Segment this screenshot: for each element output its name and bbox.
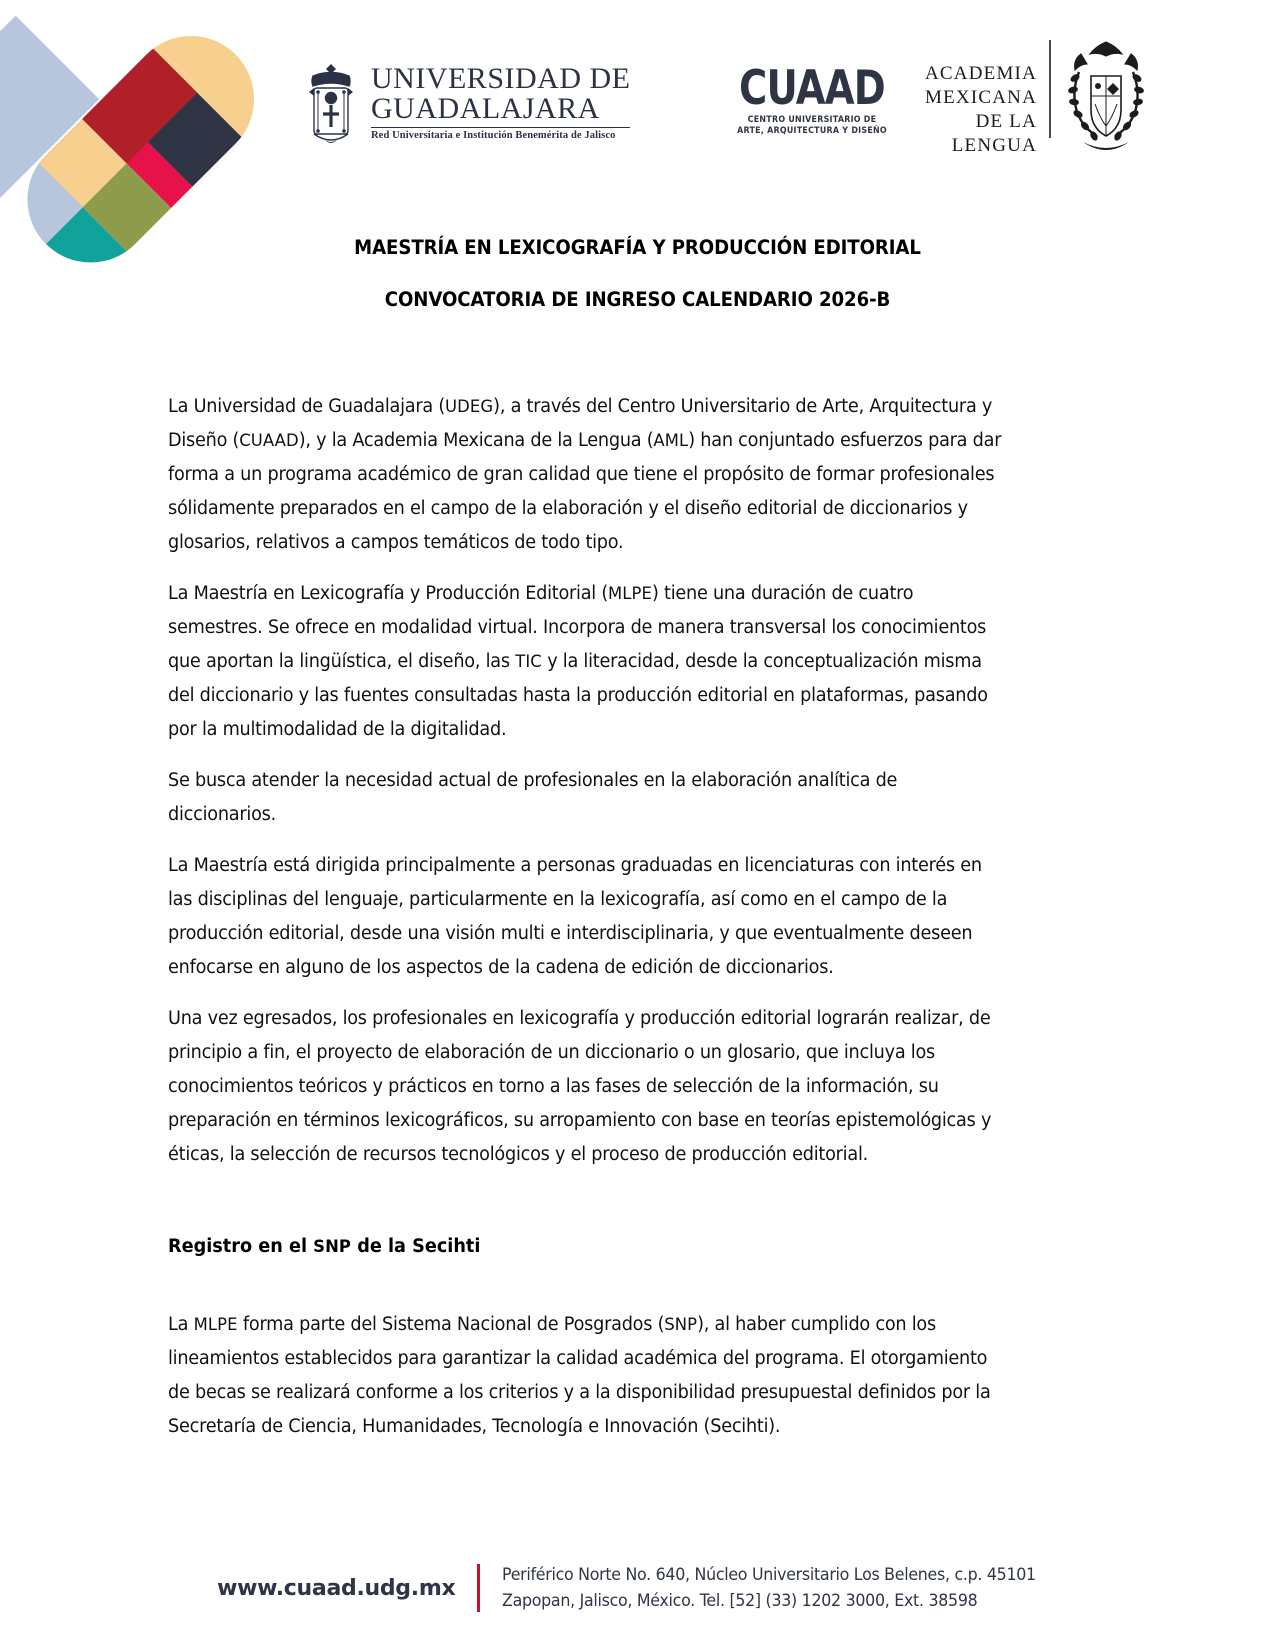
document-footer xyxy=(0,1562,1275,1614)
acronym-snp-heading: SNP xyxy=(313,1237,352,1257)
aml-line-2: MEXICANA xyxy=(925,87,1037,108)
footer-address-line-1: Periférico Norte No. 640, Núcleo Universitario Los Belenes, c.p. 45101 xyxy=(501,1565,1036,1584)
footer-inner xyxy=(217,1562,1058,1614)
acronym-udeg: UDEG xyxy=(445,397,494,417)
udg-crest-icon xyxy=(305,62,357,146)
udg-logo xyxy=(305,62,630,146)
cuaad-sub-line-1: CENTRO UNIVERSITARIO DE xyxy=(747,115,877,125)
acronym-aml: AML xyxy=(653,431,689,451)
title-block xyxy=(0,236,1275,311)
footer-divider xyxy=(477,1564,480,1612)
p1-text-c: ), y la Academia Mexicana de la Lengua ( xyxy=(298,430,654,451)
cuaad-logo xyxy=(712,61,912,137)
paragraph-1 xyxy=(168,390,1008,560)
page-subtitle: CONVOCATORIA DE INGRESO CALENDARIO 2026-B xyxy=(384,288,891,311)
acronym-mlpe: MLPE xyxy=(608,584,652,604)
acronym-tic: TIC xyxy=(515,652,542,672)
acronym-snp: SNP xyxy=(664,1315,698,1335)
udg-line-2: GUADALAJARA xyxy=(371,92,600,125)
paragraph-6 xyxy=(168,1308,1008,1444)
footer-address-line-2: Zapopan, Jalisco, México. Tel. [52] (33) 1202 3000, Ext. 38598 xyxy=(501,1591,978,1610)
p2-text-c: y la literacidad, desde la conceptualización misma del diccionario y las fuentes consultadas hasta la producción editorial en plataformas, pasando por la multimodalidad de la digitalidad. xyxy=(168,651,988,740)
udg-tagline: Red Universitaria e Institución Benemérita de Jalisco xyxy=(371,130,616,141)
aml-crest-icon xyxy=(1063,38,1149,164)
acronym-cuaad: CUAAD xyxy=(239,431,299,451)
aml-wordmark xyxy=(925,38,1037,164)
p2-text-b: ) tiene una duración de cuatro semestres. Se ofrece en modalidad virtual. Incorpora de manera transversal los conocimientos que aportan la lingüística, el diseño, las xyxy=(168,583,987,672)
paragraph-2 xyxy=(168,577,1008,747)
aml-line-3: DE LA xyxy=(975,111,1037,132)
paragraph-5: Una vez egresados, los profesionales en lexicografía y producción editorial lograrán realizar, de principio a fin, el proyecto de elaboración de un diccionario o un glosario, que incluya los conocimientos teóricos y prácticos en torno a las fases de selección de la información, su preparación en términos lexicográficos, su arropamiento con base en teorías epistemológicas y éticas, la selección de recursos tecnológicos y el proceso de producción editorial. xyxy=(168,1008,992,1165)
aml-logo xyxy=(925,38,1149,164)
acronym-mlpe-2: MLPE xyxy=(193,1315,238,1335)
p6-text-b: forma parte del Sistema Nacional de Posgrados ( xyxy=(237,1314,665,1335)
p6-text-a: La xyxy=(168,1314,194,1335)
cuaad-wordmark: CUAAD xyxy=(739,61,885,116)
heading-text-b: de la Secihti xyxy=(351,1236,481,1257)
heading-spacer xyxy=(168,1264,1048,1308)
heading-text-a: Registro en el xyxy=(168,1236,314,1257)
document-header xyxy=(0,0,1275,200)
footer-address xyxy=(502,1562,1036,1614)
footer-website-url[interactable]: www.cuaad.udg.mx xyxy=(217,1575,456,1601)
page-title: MAESTRÍA EN LEXICOGRAFÍA Y PRODUCCIÓN EDITORIAL xyxy=(354,236,921,259)
p1-text-a: La Universidad de Guadalajara ( xyxy=(168,396,446,417)
document-body xyxy=(168,390,1048,1461)
udg-rule xyxy=(371,127,630,128)
p1-text-b: ), a través del Centro Universitario de Arte, Arquitectura y Diseño ( xyxy=(168,396,993,451)
paragraph-4: La Maestría está dirigida principalmente a personas graduadas en licenciaturas con interés en las disciplinas del lenguaje, particularmente en la lexicografía, así como en el campo de la producción editorial, desde una visión multi e interdisciplinaria, y que eventualmente deseen enfocarse en alguno de los aspectos de la cadena de edición de diccionarios. xyxy=(168,855,982,978)
section-heading-registro xyxy=(168,1230,1008,1264)
cuaad-sub-line-2: ARTE, ARQUITECTURA Y DISEÑO xyxy=(737,126,887,136)
paragraph-3: Se busca atender la necesidad actual de profesionales en la elaboración analítica de diccionarios. xyxy=(168,770,898,825)
p6-text-c: ), al haber cumplido con los lineamientos establecidos para garantizar la calidad académica del programa. El otorgamiento de becas se realizará conforme a los criterios y a la disponibilidad presupuestal definidos por la Secretaría de Ciencia, Humanidades, Tecnología e Innovación (Secihti). xyxy=(168,1314,991,1437)
aml-divider xyxy=(1049,40,1051,138)
aml-line-4: LENGUA xyxy=(951,135,1037,156)
p2-text-a: La Maestría en Lexicografía y Producción Editorial ( xyxy=(168,583,609,604)
p1-text-d: ) han conjuntado esfuerzos para dar forma a un programa académico de gran calidad que tiene el propósito de formar profesionales sólidamente preparados en el campo de la elaboración y el diseño editorial de diccionarios y glosarios, relativos a campos temáticos de todo tipo. xyxy=(168,430,1002,553)
udg-wordmark xyxy=(371,62,630,141)
aml-line-1: ACADEMIA xyxy=(925,63,1037,84)
udg-line-1: UNIVERSIDAD DE xyxy=(371,62,631,95)
